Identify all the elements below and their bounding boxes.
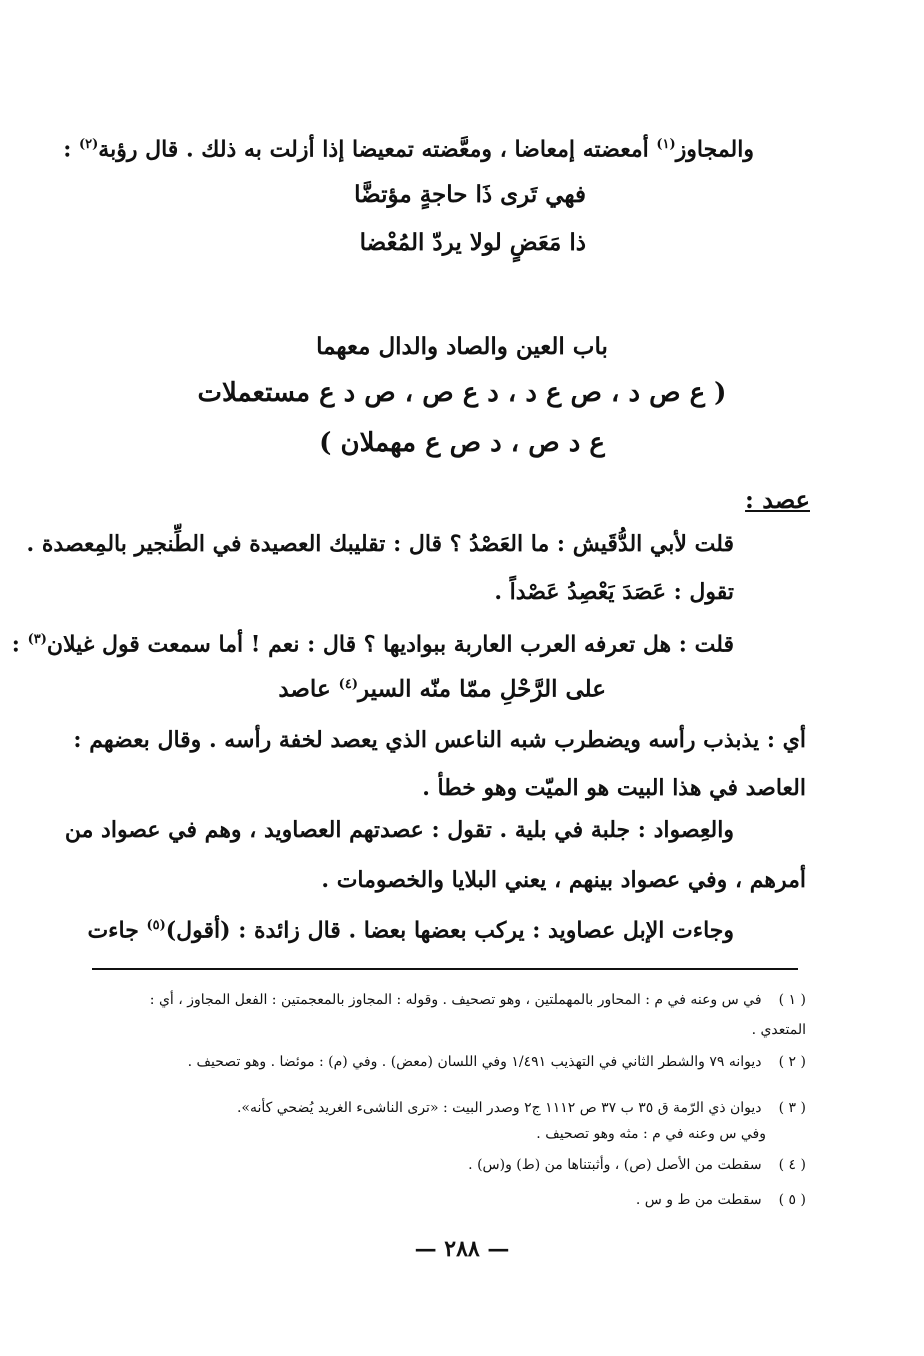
footnote-5 [636, 1190, 806, 1210]
footnote-3-text: ديوان ذي الرّمة ق ٣٥ ب ٣٧ ص ١١١٢ ج٢ وصدر البيت : «ترى الناشىء الغريد يُضحي كأنه». [236, 1100, 762, 1116]
chapter-roots-line-2: ع د ص ، د ص ع مهملان ) [319, 428, 605, 458]
entry-line-7: والعِصواد : جلبة في بلية . تقول : عصدتهم العصاويد ، وهم في عصواد من [64, 817, 734, 843]
entry-verse [278, 670, 606, 705]
footnote-ref-4[interactable]: (٤) [338, 677, 358, 692]
text-line-intro [63, 130, 754, 164]
intro-colon: : [63, 136, 79, 163]
entry-line-1: قلت لأبي الدُّقَيش : ما العَصْدُ ؟ قال : تقليبك العصيدة في الطِّنجير بالمِعصدة . [26, 531, 734, 557]
entry-line-8: أمرهم ، وفي عصواد بينهم ، يعني البلايا والخصومات . [321, 867, 806, 893]
footnote-ref-3[interactable]: (٣) [27, 632, 47, 647]
entry-line-9-end: جاءت [87, 917, 147, 944]
entry-line-2: تقول : عَصَدَ يَعْصِدُ عَصْداً . [494, 579, 734, 605]
entry-line-9-text: وجاءت الإبل عصاويد : يركب بعضها بعضا . قال زائدة : (أقول) [165, 917, 734, 944]
footnote-3-number: ( ٣ ) [778, 1100, 806, 1116]
footnote-2-text: ديوانه ٧٩ والشطر الثاني في التهذيب ١/٤٩١ وفي اللسان (معض) . وفي (م) : موئضا . وهو تصحيف . [187, 1054, 762, 1070]
footnote-3-continued: وفي س وعنه في م : مثه وهو تصحيف . [536, 1126, 766, 1142]
footnote-2 [188, 1052, 806, 1072]
footnote-1-text: في س وعنه في م : المحاور بالمهملتين ، وهو تصحيف . وقوله : المجاوز بالمعجمتين : الفعل المجاوز ، أي : [149, 992, 762, 1008]
entry-line-3-text: قلت : هل تعرفه العرب العاربة ببواديها ؟ قال : نعم ! أما سمعت قول غيلان [46, 631, 734, 658]
footnote-1 [150, 990, 806, 1010]
footnote-separator [92, 968, 798, 970]
entry-line-5: أي : يذبذب رأسه ويضطرب شبه الناعس الذي يعصد لخفة رأسه . وقال بعضهم : [73, 727, 806, 753]
entry-headword: عصد : [745, 485, 810, 514]
footnote-5-number: ( ٥ ) [778, 1192, 806, 1208]
intro-word: والمجاوز [675, 136, 754, 163]
entry-verse-text: على الرَّحْلِ ممّا منّه السير [357, 675, 606, 703]
entry-line-9 [87, 911, 734, 945]
footnote-5-text: سقطت من ط و س . [635, 1192, 762, 1208]
intro-text: أمعضته إمعاضا ، ومعَّضته تمعيضا إذا أزلت به ذلك . قال رؤبة [98, 136, 657, 163]
footnote-4 [468, 1155, 806, 1175]
verse-line-2: ذا مَعَضٍ لولا يردّ المُعْضا [359, 229, 586, 256]
footnote-4-text: سقطت من الأصل (ص) ، وأثبتناها من (ط) و(س) . [468, 1157, 762, 1173]
page-number: — ٢٨٨ — [414, 1236, 510, 1262]
footnote-4-number: ( ٤ ) [778, 1157, 806, 1173]
footnote-2-number: ( ٢ ) [778, 1054, 806, 1070]
footnote-ref-1[interactable]: (١) [656, 137, 676, 152]
entry-line-3-colon: : [11, 631, 28, 658]
entry-line-6: العاصد في هذا البيت هو الميّت وهو خطأ . [422, 775, 806, 801]
footnote-3 [237, 1098, 806, 1118]
entry-line-3 [12, 625, 734, 659]
chapter-roots-line-1: ( ع ص د ، ص ع د ، د ع ص ، ص د ع مستعملات [197, 378, 727, 408]
footnote-1-number: ( ١ ) [778, 992, 806, 1008]
entry-verse-end: عاصد [278, 675, 339, 703]
footnote-1-continued: المتعدي . [751, 1022, 806, 1038]
verse-line-1: فهي تَرى ذَا حاجةٍ مؤتضَّا [354, 181, 586, 208]
footnote-ref-2[interactable]: (٢) [79, 137, 99, 152]
footnote-ref-5[interactable]: (٥) [146, 918, 166, 933]
chapter-title: باب العين والصاد والدال معهما [316, 333, 608, 360]
